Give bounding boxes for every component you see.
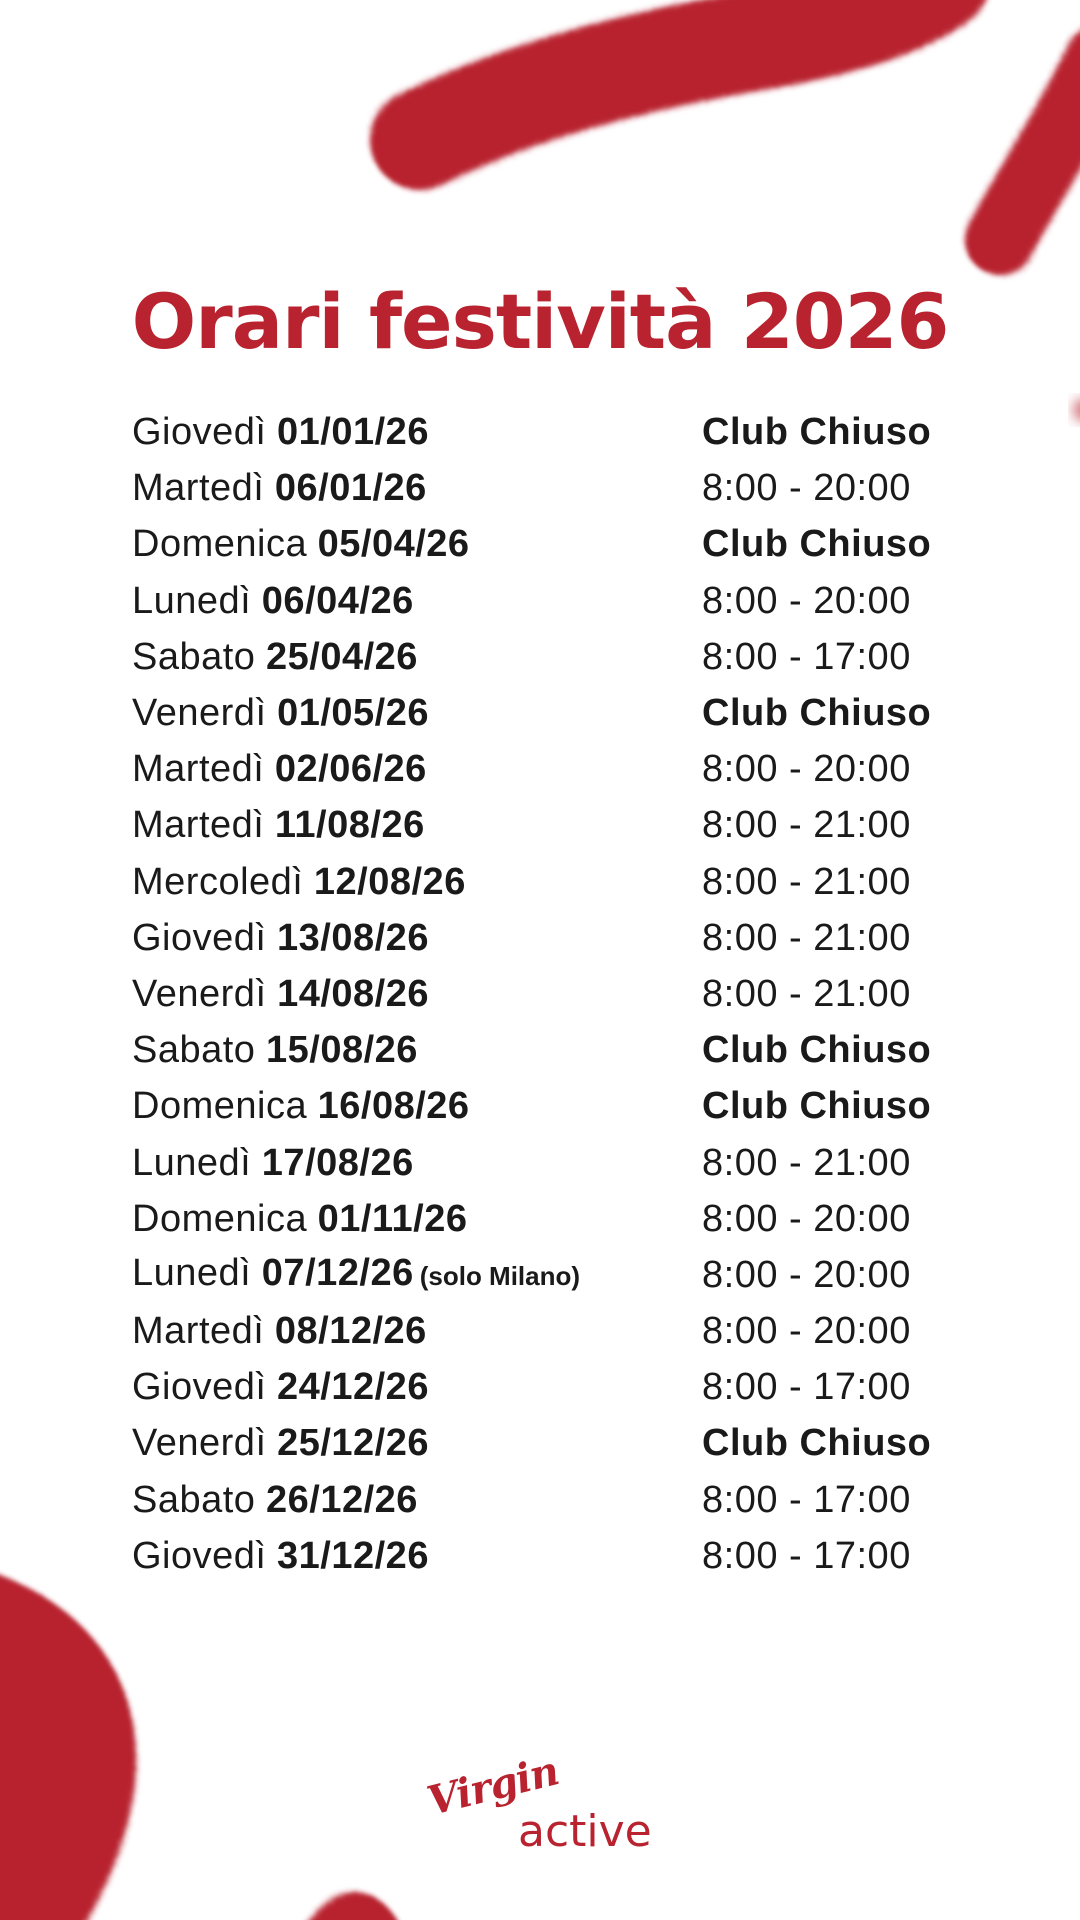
schedule-row <box>132 685 952 741</box>
schedule-day-cell <box>132 573 702 629</box>
schedule-day-cell <box>132 741 702 797</box>
schedule-hours: 8:00 - 20:00 <box>702 467 911 510</box>
schedule-date: 05/04/26 <box>317 523 470 566</box>
schedule-date: 06/01/26 <box>274 467 427 510</box>
schedule-hours: 8:00 - 21:00 <box>702 972 911 1015</box>
schedule-day-cell <box>132 910 702 966</box>
schedule-row <box>132 1303 952 1359</box>
schedule-date: 01/01/26 <box>277 411 429 454</box>
schedule-day: Martedì <box>132 804 265 847</box>
schedule-day: Giovedì <box>132 916 267 959</box>
schedule-date: 01/05/26 <box>277 692 429 735</box>
schedule-hours: 8:00 - 20:00 <box>702 1197 911 1240</box>
schedule-day-cell <box>132 854 702 910</box>
schedule-hours: Club Chiuso <box>702 1422 932 1465</box>
schedule-day: Sabato <box>132 1029 256 1072</box>
schedule-row <box>132 854 952 910</box>
schedule-hours: 8:00 - 20:00 <box>702 748 911 791</box>
schedule-row <box>132 1134 952 1190</box>
schedule-date: 14/08/26 <box>277 972 429 1015</box>
schedule-date: 15/08/26 <box>266 1029 418 1072</box>
schedule-day: Lunedì <box>132 579 252 622</box>
schedule-hours: 8:00 - 17:00 <box>702 1366 911 1409</box>
page-title: Orari festività 2026 <box>131 277 949 366</box>
schedule-day-cell <box>132 1191 702 1247</box>
schedule-day-cell <box>132 460 702 516</box>
schedule-hours: Club Chiuso <box>702 692 932 735</box>
schedule-row <box>132 966 952 1022</box>
schedule-date: 07/12/26 <box>261 1252 414 1295</box>
schedule-row <box>132 460 952 516</box>
schedule-date: 25/12/26 <box>277 1422 429 1465</box>
schedule-day-cell <box>132 797 702 853</box>
schedule-date: 17/08/26 <box>261 1141 414 1184</box>
schedule-date: 24/12/26 <box>277 1366 429 1409</box>
schedule-day-cell <box>132 1472 702 1528</box>
schedule-hours: 8:00 - 17:00 <box>702 1478 911 1521</box>
schedule-day-cell <box>132 1135 702 1191</box>
schedule-date: 13/08/26 <box>277 916 429 959</box>
schedule-date: 25/04/26 <box>266 635 418 678</box>
schedule-row <box>132 404 952 460</box>
schedule-day: Martedì <box>132 1310 265 1353</box>
schedule-day-cell <box>132 1022 702 1078</box>
schedule-day: Sabato <box>132 1478 256 1521</box>
schedule-date: 16/08/26 <box>317 1085 470 1128</box>
schedule-day-cell <box>132 1078 702 1134</box>
logo-active-text: active <box>518 1806 652 1857</box>
schedule-hours: 8:00 - 21:00 <box>702 804 911 847</box>
schedule-day: Venerdì <box>132 692 267 735</box>
schedule-hours: 8:00 - 17:00 <box>702 1534 911 1577</box>
schedule-row <box>132 1415 952 1471</box>
schedule-row <box>132 1472 952 1528</box>
schedule-date: 02/06/26 <box>274 748 427 791</box>
schedule-hours: 8:00 - 17:00 <box>702 635 911 678</box>
holiday-schedule-list <box>132 404 952 1584</box>
schedule-row <box>132 1078 952 1134</box>
spray-stroke-bottom-small <box>320 1912 380 1920</box>
schedule-row <box>132 573 952 629</box>
schedule-hours: 8:00 - 21:00 <box>702 1141 911 1184</box>
schedule-day: Giovedì <box>132 411 267 454</box>
virgin-active-logo <box>422 1747 652 1872</box>
schedule-date: 26/12/26 <box>266 1478 418 1521</box>
schedule-row <box>132 1528 952 1584</box>
schedule-hours: 8:00 - 20:00 <box>702 1253 911 1296</box>
schedule-row <box>132 629 952 685</box>
schedule-day: Mercoledì <box>132 860 304 903</box>
schedule-day-cell <box>132 629 702 685</box>
spray-stroke-bottom-left <box>0 1640 61 1920</box>
schedule-date: 11/08/26 <box>274 804 425 847</box>
schedule-day: Venerdì <box>132 972 267 1015</box>
schedule-date: 08/12/26 <box>274 1310 427 1353</box>
logo-virgin-text: Virgin <box>422 1747 563 1825</box>
schedule-hours: 8:00 - 21:00 <box>702 916 911 959</box>
schedule-day: Giovedì <box>132 1366 267 1409</box>
schedule-date: 06/04/26 <box>261 579 414 622</box>
schedule-row <box>132 1022 952 1078</box>
schedule-date: 31/12/26 <box>277 1534 429 1577</box>
schedule-hours: Club Chiuso <box>702 411 932 454</box>
schedule-note: (solo Milano) <box>419 1261 581 1292</box>
schedule-row <box>132 1191 952 1247</box>
schedule-row <box>132 516 952 572</box>
schedule-day: Sabato <box>132 635 256 678</box>
schedule-row <box>132 1247 952 1303</box>
spray-dot-right <box>1073 398 1080 422</box>
spray-stroke-top <box>420 0 940 140</box>
schedule-row <box>132 1359 952 1415</box>
schedule-hours: 8:00 - 21:00 <box>702 860 911 903</box>
schedule-day: Giovedì <box>132 1534 267 1577</box>
schedule-day-cell <box>132 685 702 741</box>
schedule-hours: 8:00 - 20:00 <box>702 579 911 622</box>
schedule-day-cell <box>132 1528 702 1584</box>
schedule-row <box>132 797 952 853</box>
schedule-day: Martedì <box>132 467 265 510</box>
schedule-row <box>132 910 952 966</box>
schedule-day-cell <box>132 1303 702 1359</box>
schedule-day: Domenica <box>132 1085 308 1128</box>
schedule-hours: 8:00 - 20:00 <box>702 1310 911 1353</box>
schedule-day: Lunedì <box>132 1141 252 1184</box>
schedule-row <box>132 741 952 797</box>
schedule-day-cell <box>132 966 702 1022</box>
schedule-day-cell <box>132 1359 702 1415</box>
schedule-day-cell <box>132 516 702 572</box>
schedule-day-cell <box>132 1415 702 1471</box>
schedule-date: 12/08/26 <box>313 860 466 903</box>
schedule-day-cell <box>132 404 702 460</box>
schedule-date: 01/11/26 <box>317 1197 468 1240</box>
spray-stroke-top-right <box>1000 60 1080 240</box>
schedule-day: Domenica <box>132 523 308 566</box>
schedule-day-cell <box>132 1245 702 1304</box>
schedule-hours: Club Chiuso <box>702 1029 932 1072</box>
schedule-day: Lunedì <box>132 1252 252 1295</box>
schedule-day: Domenica <box>132 1197 308 1240</box>
schedule-day: Martedì <box>132 748 265 791</box>
schedule-day: Venerdì <box>132 1422 267 1465</box>
schedule-hours: Club Chiuso <box>702 523 932 566</box>
schedule-hours: Club Chiuso <box>702 1085 932 1128</box>
